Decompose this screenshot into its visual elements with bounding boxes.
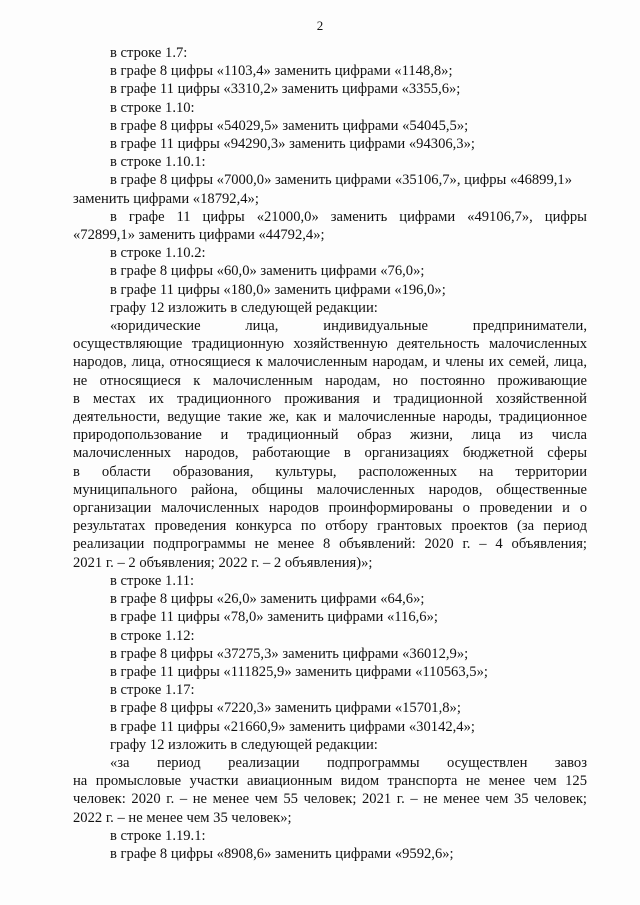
text-line: не относящиеся к малочисленным народам, но постоянно проживающие: [73, 372, 587, 389]
text-line: в строке 1.11:: [110, 572, 195, 589]
text-line: природопользование и традиционный образ жизни, лица из числа: [73, 427, 587, 444]
text-line: на промысловые участки авиационным видом транспорта не менее чем 125: [73, 773, 587, 790]
text-line: в строке 1.10.1:: [110, 154, 206, 171]
text-line: в графе 8 цифры «7000,0» заменить цифрами «35106,7», цифры «46899,1»: [110, 172, 572, 189]
text-line: народов, лица, относящиеся к малочисленным народам, и члены их семей, лица,: [73, 354, 587, 371]
text-line: в графе 8 цифры «1103,4» заменить цифрами «1148,8»;: [110, 63, 453, 80]
text-line: заменить цифрами «18792,4»;: [73, 190, 259, 207]
text-line: в графе 11 цифры «78,0» заменить цифрами «116,6»;: [110, 609, 438, 626]
text-line: в строке 1.7:: [110, 45, 188, 61]
text-line: результатах проведения конкурса по отбору грантовых проектов (за период: [73, 518, 587, 535]
text-line: в графе 11 цифры «3310,2» заменить цифрами «3355,6»;: [110, 81, 461, 98]
text-line: в строке 1.10.2:: [110, 245, 206, 262]
text-line: в области образования, культуры, расположенных на территории: [73, 463, 587, 480]
text-line: 2021 г. – 2 объявления; 2022 г. – 2 объявления)»;: [73, 554, 373, 571]
text-line: реализации подпрограммы не менее 8 объявлений: 2020 г. – 4 объявления;: [73, 536, 587, 553]
text-line: деятельности, ведущие такие же, как и малочисленные народы, традиционное: [73, 409, 587, 426]
text-line: 2022 г. – не менее чем 35 человек»;: [73, 809, 292, 826]
text-line: человек: 2020 г. – не менее чем 55 человек; 2021 г. – не менее чем 35 человек;: [73, 791, 587, 808]
text-line: в графе 8 цифры «37275,3» заменить цифрами «36012,9»;: [110, 645, 469, 662]
page-number: 2: [316, 18, 324, 33]
text-line: в строке 1.12:: [110, 627, 195, 644]
text-line: в графе 8 цифры «26,0» заменить цифрами «64,6»;: [110, 591, 425, 608]
text-line: в строке 1.19.1:: [110, 827, 206, 844]
text-line: в графе 11 цифры «111825,9» заменить цифрами «110563,5»;: [110, 663, 488, 680]
text-line: графу 12 изложить в следующей редакции:: [110, 736, 378, 753]
text-line: «за период реализации подпрограммы осуществлен завоз: [110, 754, 587, 771]
text-line: в графе 11 цифры «94290,3» заменить цифрами «94306,3»;: [110, 136, 475, 153]
text-line: в местах их традиционного проживания и традиционной хозяйственной: [73, 390, 587, 407]
text-line: «юридические лица, индивидуальные предприниматели,: [110, 318, 587, 335]
text-line: муниципального района, общины малочисленных народов, общественные: [73, 481, 587, 498]
text-line: в графе 8 цифры «60,0» заменить цифрами «76,0»;: [110, 263, 425, 280]
document-body: [73, 44, 587, 863]
text-line: в строке 1.10:: [110, 99, 195, 116]
text-line: в графе 8 цифры «7220,3» заменить цифрами «15701,8»;: [110, 700, 461, 717]
text-line: графу 12 изложить в следующей редакции:: [110, 299, 378, 316]
text-line: в графе 11 цифры «21660,9» заменить цифрами «30142,4»;: [110, 718, 475, 735]
text-line: организации малочисленных народов проинформированы о проведении и о: [73, 500, 587, 517]
text-line: в графе 11 цифры «180,0» заменить цифрами «196,0»;: [110, 281, 446, 298]
text-line: в графе 11 цифры «21000,0» заменить цифрами «49106,7», цифры: [110, 208, 587, 225]
text-line: малочисленных народов, работающие в организациях бюджетной сферы: [73, 445, 587, 462]
text-line: в графе 8 цифры «8908,6» заменить цифрами «9592,6»;: [110, 845, 454, 862]
text-line: в строке 1.17:: [110, 682, 195, 699]
text-line: осуществляющие традиционную хозяйственную деятельность малочисленных: [73, 336, 587, 353]
text-line: «72899,1» заменить цифрами «44792,4»;: [73, 227, 325, 244]
text-line: в графе 8 цифры «54029,5» заменить цифрами «54045,5»;: [110, 117, 469, 134]
